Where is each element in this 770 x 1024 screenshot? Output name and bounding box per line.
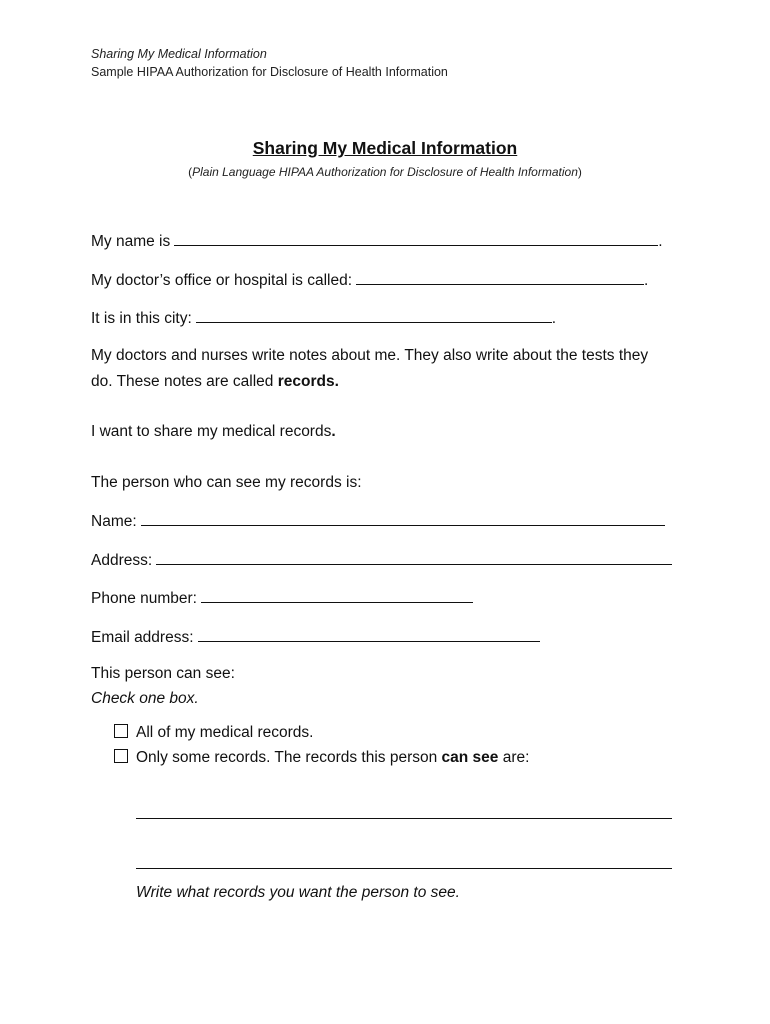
recipient-email-label: Email address:	[91, 629, 194, 646]
option-all-records[interactable]	[114, 724, 313, 742]
checkbox-some-records[interactable]	[114, 749, 128, 763]
recipient-address-label: Address:	[91, 552, 153, 569]
doctor-office-field[interactable]	[356, 270, 644, 285]
page-title: Sharing My Medical Information	[252, 138, 518, 158]
share-statement-period: .	[331, 423, 336, 440]
recipient-name-row	[91, 511, 665, 531]
city-row	[91, 308, 556, 328]
doctor-office-row	[91, 270, 648, 290]
recipient-phone-row	[91, 588, 473, 608]
recipient-email-row	[91, 627, 540, 647]
doctor-office-period: .	[644, 272, 649, 289]
page-subtitle	[0, 165, 770, 179]
scope-intro: This person can see:	[91, 665, 235, 682]
option-all-label: All of my medical records.	[136, 724, 314, 741]
running-header-title: Sharing My Medical Information	[91, 47, 267, 61]
write-records-instruction: Write what records you want the person to see.	[136, 884, 460, 901]
subtitle-open-paren: (	[188, 165, 193, 179]
records-write-line-2[interactable]	[136, 868, 672, 869]
records-paragraph	[91, 343, 671, 395]
my-name-row	[91, 231, 663, 251]
share-statement-text: I want to share my medical records	[91, 423, 332, 440]
scope-instruction: Check one box.	[91, 690, 199, 707]
subtitle-text: Plain Language HIPAA Authorization for Disclosure of Health Information	[192, 165, 578, 179]
recipient-address-row	[91, 550, 672, 570]
records-paragraph-text: My doctors and nurses write notes about me. They also write about the tests they do. These notes are called	[91, 347, 649, 390]
city-field[interactable]	[196, 308, 552, 323]
option-some-bold: can see	[441, 749, 499, 766]
recipient-address-field[interactable]	[156, 550, 672, 565]
my-name-label: My name is	[91, 233, 171, 250]
city-label: It is in this city:	[91, 310, 192, 327]
my-name-field[interactable]	[174, 231, 658, 246]
recipient-email-field[interactable]	[198, 627, 540, 642]
running-header-subtitle: Sample HIPAA Authorization for Disclosure of Health Information	[91, 65, 448, 79]
option-some-records[interactable]	[114, 749, 529, 767]
my-name-period: .	[658, 233, 663, 250]
records-paragraph-bold: records.	[277, 373, 339, 390]
option-some-prefix: Only some records. The records this person	[136, 749, 442, 766]
recipient-name-field[interactable]	[141, 511, 665, 526]
doctor-office-label: My doctor’s office or hospital is called:	[91, 272, 353, 289]
option-some-suffix: are:	[498, 749, 530, 766]
records-write-line-1[interactable]	[136, 818, 672, 819]
recipient-name-label: Name:	[91, 513, 137, 530]
recipient-phone-label: Phone number:	[91, 590, 197, 607]
recipient-phone-field[interactable]	[201, 588, 473, 603]
recipient-intro: The person who can see my records is:	[91, 474, 362, 491]
subtitle-close-paren: )	[577, 165, 582, 179]
share-statement	[91, 423, 336, 441]
checkbox-all-records[interactable]	[114, 724, 128, 738]
city-period: .	[551, 310, 557, 327]
